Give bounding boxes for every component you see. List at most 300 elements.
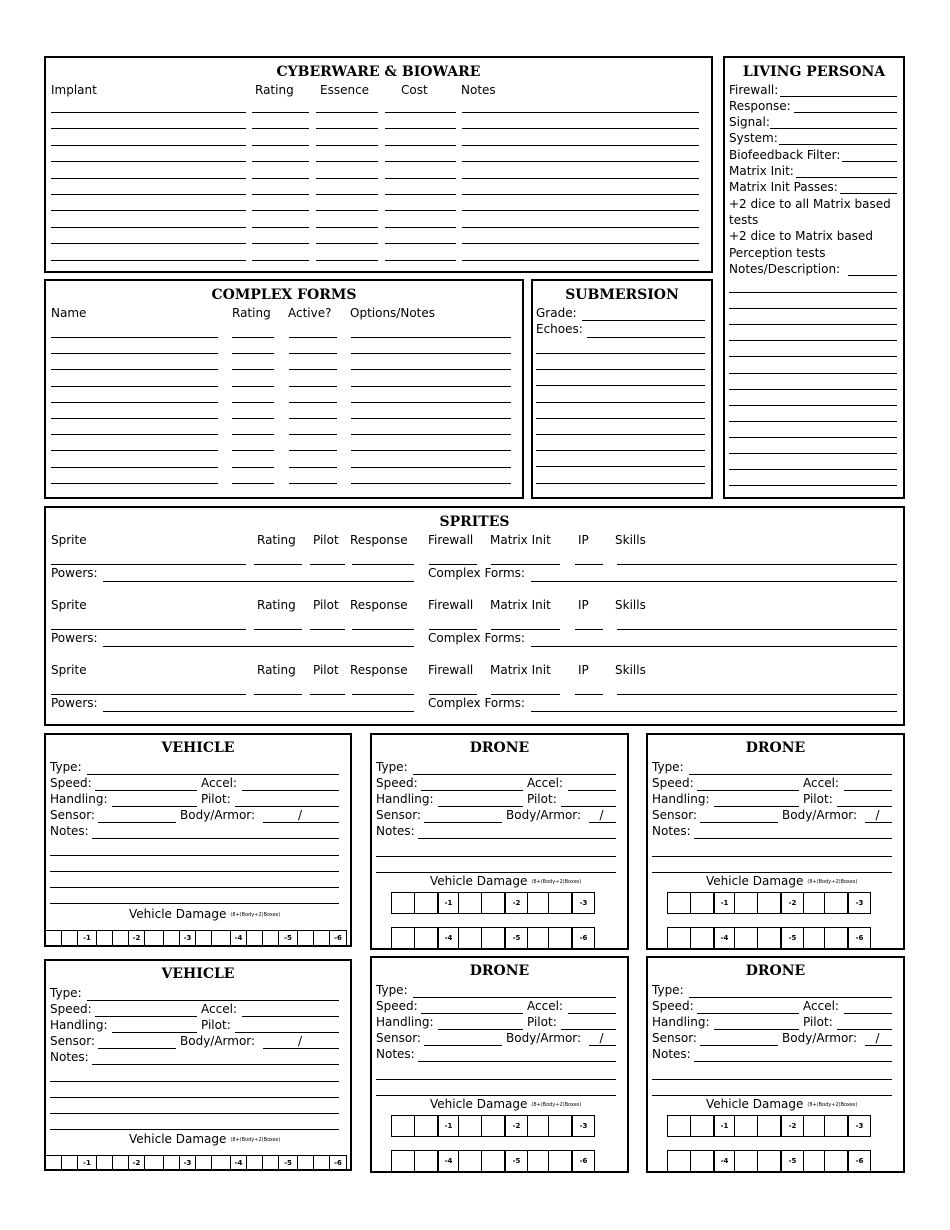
damage-box[interactable]: -3: [847, 1115, 871, 1137]
damage-box[interactable]: [757, 1150, 781, 1172]
damage-box[interactable]: [391, 892, 415, 914]
damage-box[interactable]: -5: [278, 1155, 298, 1171]
damage-box[interactable]: [481, 892, 505, 914]
complex-form-entry-line[interactable]: [232, 353, 274, 354]
complex-form-entry-line[interactable]: [289, 467, 337, 468]
notes-line[interactable]: [652, 872, 892, 873]
cyberware-entry-line[interactable]: [385, 194, 456, 195]
damage-box[interactable]: -6: [571, 927, 595, 949]
complex-form-entry-line[interactable]: [351, 467, 511, 468]
notes-line[interactable]: [418, 838, 616, 839]
damage-box[interactable]: [163, 1155, 180, 1171]
sprite-entry-line[interactable]: [352, 564, 414, 565]
powers-line[interactable]: [103, 581, 414, 582]
damage-box[interactable]: [163, 930, 180, 946]
damage-box[interactable]: [96, 930, 113, 946]
damage-box[interactable]: -3: [179, 1155, 196, 1171]
damage-box[interactable]: [195, 930, 212, 946]
damage-box[interactable]: -3: [571, 892, 595, 914]
notes-line[interactable]: [50, 1097, 339, 1098]
cyberware-entry-line[interactable]: [252, 178, 309, 179]
damage-box[interactable]: [690, 1150, 714, 1172]
damage-box[interactable]: [824, 927, 848, 949]
damage-box[interactable]: [481, 1150, 505, 1172]
sprite-entry-line[interactable]: [617, 694, 897, 695]
damage-box[interactable]: -4: [713, 927, 735, 949]
damage-box[interactable]: [246, 930, 263, 946]
cyberware-entry-line[interactable]: [252, 260, 309, 261]
damage-box[interactable]: [548, 892, 572, 914]
complex-form-entry-line[interactable]: [351, 418, 511, 419]
complex-form-entry-line[interactable]: [51, 467, 218, 468]
damage-box[interactable]: [313, 1155, 330, 1171]
damage-box[interactable]: -2: [780, 1115, 804, 1137]
accel-line[interactable]: [844, 790, 892, 791]
damage-box[interactable]: [757, 1115, 781, 1137]
sprite-entry-line[interactable]: [254, 564, 302, 565]
speed-line[interactable]: [421, 790, 523, 791]
damage-box[interactable]: -6: [571, 1150, 595, 1172]
body-armor-line[interactable]: [263, 1048, 339, 1049]
damage-box[interactable]: [246, 1155, 263, 1171]
persona-field-line[interactable]: [794, 112, 897, 113]
damage-box[interactable]: -1: [437, 1115, 459, 1137]
persona-notes-line[interactable]: [729, 308, 897, 309]
persona-notes-line[interactable]: [729, 453, 897, 454]
cyberware-entry-line[interactable]: [385, 243, 456, 244]
damage-box[interactable]: [391, 1115, 415, 1137]
cyberware-entry-line[interactable]: [252, 210, 309, 211]
damage-box[interactable]: [690, 1115, 714, 1137]
damage-box[interactable]: [458, 1150, 482, 1172]
notes-line[interactable]: [694, 1061, 892, 1062]
damage-box[interactable]: -2: [780, 892, 804, 914]
damage-box[interactable]: -2: [504, 1115, 528, 1137]
cyberware-entry-line[interactable]: [51, 128, 246, 129]
damage-box[interactable]: -5: [780, 1150, 804, 1172]
damage-box[interactable]: [262, 930, 279, 946]
complex-form-entry-line[interactable]: [51, 353, 218, 354]
persona-notes-line[interactable]: [729, 292, 897, 293]
cyberware-entry-line[interactable]: [462, 161, 699, 162]
cyberware-entry-line[interactable]: [51, 194, 246, 195]
damage-box[interactable]: [96, 1155, 113, 1171]
speed-line[interactable]: [95, 1016, 197, 1017]
sprite-entry-line[interactable]: [254, 694, 302, 695]
handling-line[interactable]: [112, 1032, 197, 1033]
accel-line[interactable]: [242, 790, 339, 791]
damage-box[interactable]: [414, 927, 438, 949]
echoes-line[interactable]: [587, 337, 705, 338]
cyberware-entry-line[interactable]: [51, 145, 246, 146]
cyberware-entry-line[interactable]: [51, 161, 246, 162]
complex-form-entry-line[interactable]: [289, 483, 337, 484]
complex-forms-line[interactable]: [531, 646, 897, 647]
cyberware-entry-line[interactable]: [462, 227, 699, 228]
damage-box[interactable]: [803, 1115, 825, 1137]
cyberware-entry-line[interactable]: [252, 145, 309, 146]
cyberware-entry-line[interactable]: [462, 128, 699, 129]
notes-line[interactable]: [92, 1064, 339, 1065]
damage-box[interactable]: [803, 892, 825, 914]
complex-form-entry-line[interactable]: [351, 353, 511, 354]
complex-form-entry-line[interactable]: [351, 434, 511, 435]
damage-box[interactable]: -5: [278, 930, 298, 946]
damage-box[interactable]: -3: [847, 892, 871, 914]
cyberware-entry-line[interactable]: [385, 210, 456, 211]
persona-notes-line[interactable]: [729, 469, 897, 470]
accel-line[interactable]: [242, 1016, 339, 1017]
damage-box[interactable]: -2: [128, 930, 145, 946]
echoes-entry-line[interactable]: [536, 353, 705, 354]
complex-form-entry-line[interactable]: [289, 369, 337, 370]
body-armor-line[interactable]: [865, 1045, 892, 1046]
sprite-entry-line[interactable]: [575, 694, 603, 695]
pilot-line[interactable]: [561, 1029, 616, 1030]
damage-box[interactable]: -6: [329, 930, 347, 946]
complex-form-entry-line[interactable]: [289, 386, 337, 387]
cyberware-entry-line[interactable]: [462, 210, 699, 211]
echoes-entry-line[interactable]: [536, 402, 705, 403]
cyberware-entry-line[interactable]: [462, 260, 699, 261]
damage-box[interactable]: [548, 1150, 572, 1172]
damage-box[interactable]: -1: [713, 892, 735, 914]
cyberware-entry-line[interactable]: [316, 260, 378, 261]
damage-box[interactable]: [195, 1155, 212, 1171]
damage-box[interactable]: [527, 892, 549, 914]
damage-box[interactable]: [667, 1150, 691, 1172]
echoes-entry-line[interactable]: [536, 434, 705, 435]
cyberware-entry-line[interactable]: [462, 145, 699, 146]
persona-notes-line[interactable]: [729, 356, 897, 357]
handling-line[interactable]: [714, 806, 799, 807]
cyberware-entry-line[interactable]: [385, 260, 456, 261]
cyberware-entry-line[interactable]: [385, 112, 456, 113]
cyberware-entry-line[interactable]: [252, 112, 309, 113]
damage-box[interactable]: -5: [504, 927, 528, 949]
complex-form-entry-line[interactable]: [232, 386, 274, 387]
damage-box[interactable]: [458, 1115, 482, 1137]
cyberware-entry-line[interactable]: [316, 161, 378, 162]
complex-form-entry-line[interactable]: [351, 402, 511, 403]
body-armor-line[interactable]: [589, 822, 616, 823]
notes-line[interactable]: [376, 872, 616, 873]
speed-line[interactable]: [95, 790, 197, 791]
damage-box[interactable]: [313, 930, 330, 946]
sprite-entry-line[interactable]: [617, 629, 897, 630]
notes-line[interactable]: [418, 1061, 616, 1062]
damage-box[interactable]: [690, 892, 714, 914]
damage-box[interactable]: [414, 892, 438, 914]
cyberware-entry-line[interactable]: [316, 145, 378, 146]
cyberware-entry-line[interactable]: [51, 112, 246, 113]
complex-form-entry-line[interactable]: [232, 418, 274, 419]
persona-notes-line[interactable]: [729, 485, 897, 486]
type-line[interactable]: [413, 997, 616, 998]
damage-box[interactable]: [391, 927, 415, 949]
complex-form-entry-line[interactable]: [232, 450, 274, 451]
complex-form-entry-line[interactable]: [51, 418, 218, 419]
notes-line[interactable]: [652, 856, 892, 857]
echoes-entry-line[interactable]: [536, 385, 705, 386]
sensor-line[interactable]: [424, 822, 502, 823]
type-line[interactable]: [87, 1000, 339, 1001]
complex-form-entry-line[interactable]: [351, 483, 511, 484]
damage-box[interactable]: [297, 1155, 314, 1171]
sprite-entry-line[interactable]: [352, 629, 414, 630]
echoes-entry-line[interactable]: [536, 369, 705, 370]
speed-line[interactable]: [421, 1013, 523, 1014]
cyberware-entry-line[interactable]: [462, 178, 699, 179]
damage-box[interactable]: -6: [847, 927, 871, 949]
cyberware-entry-line[interactable]: [462, 194, 699, 195]
echoes-entry-line[interactable]: [536, 450, 705, 451]
complex-form-entry-line[interactable]: [232, 483, 274, 484]
cyberware-entry-line[interactable]: [51, 178, 246, 179]
cyberware-entry-line[interactable]: [385, 161, 456, 162]
sensor-line[interactable]: [700, 822, 778, 823]
pilot-line[interactable]: [561, 806, 616, 807]
damage-box[interactable]: -1: [77, 1155, 97, 1171]
cyberware-entry-line[interactable]: [316, 178, 378, 179]
echoes-entry-line[interactable]: [536, 418, 705, 419]
complex-form-entry-line[interactable]: [289, 353, 337, 354]
cyberware-entry-line[interactable]: [51, 227, 246, 228]
complex-form-entry-line[interactable]: [51, 402, 218, 403]
persona-notes-line[interactable]: [729, 389, 897, 390]
complex-form-entry-line[interactable]: [232, 402, 274, 403]
persona-notes-line[interactable]: [729, 405, 897, 406]
persona-notes-line[interactable]: [729, 324, 897, 325]
speed-line[interactable]: [697, 790, 799, 791]
sprite-entry-line[interactable]: [352, 694, 414, 695]
damage-box[interactable]: [667, 892, 691, 914]
complex-form-entry-line[interactable]: [51, 337, 218, 338]
damage-box[interactable]: [824, 1150, 848, 1172]
complex-form-entry-line[interactable]: [289, 434, 337, 435]
damage-box[interactable]: [458, 927, 482, 949]
damage-box[interactable]: [481, 927, 505, 949]
damage-box[interactable]: [527, 1115, 549, 1137]
cyberware-entry-line[interactable]: [252, 227, 309, 228]
persona-notes-line[interactable]: [729, 373, 897, 374]
cyberware-entry-line[interactable]: [385, 227, 456, 228]
damage-box[interactable]: [734, 927, 758, 949]
sprite-entry-line[interactable]: [575, 629, 603, 630]
damage-box[interactable]: [45, 930, 62, 946]
sprite-entry-line[interactable]: [310, 564, 345, 565]
sprite-entry-line[interactable]: [491, 694, 560, 695]
complex-form-entry-line[interactable]: [232, 337, 274, 338]
cyberware-entry-line[interactable]: [462, 112, 699, 113]
persona-notes-line[interactable]: [729, 421, 897, 422]
persona-notes-line[interactable]: [729, 437, 897, 438]
damage-box[interactable]: -1: [437, 892, 459, 914]
damage-box[interactable]: [61, 1155, 78, 1171]
damage-box[interactable]: [414, 1115, 438, 1137]
sprite-entry-line[interactable]: [617, 564, 897, 565]
persona-field-line[interactable]: [770, 128, 897, 129]
damage-box[interactable]: -2: [504, 892, 528, 914]
notes-line[interactable]: [50, 887, 339, 888]
damage-box[interactable]: [734, 1115, 758, 1137]
cyberware-entry-line[interactable]: [385, 178, 456, 179]
damage-box[interactable]: [757, 927, 781, 949]
damage-box[interactable]: [391, 1150, 415, 1172]
sprite-entry-line[interactable]: [429, 629, 477, 630]
damage-box[interactable]: -4: [230, 930, 247, 946]
cyberware-entry-line[interactable]: [51, 243, 246, 244]
complex-form-entry-line[interactable]: [51, 369, 218, 370]
damage-box[interactable]: [414, 1150, 438, 1172]
pilot-line[interactable]: [235, 1032, 339, 1033]
damage-box[interactable]: -1: [713, 1115, 735, 1137]
pilot-line[interactable]: [837, 1029, 892, 1030]
damage-box[interactable]: [734, 892, 758, 914]
complex-form-entry-line[interactable]: [289, 337, 337, 338]
complex-form-entry-line[interactable]: [51, 450, 218, 451]
sprite-entry-line[interactable]: [51, 694, 246, 695]
cyberware-entry-line[interactable]: [462, 243, 699, 244]
complex-forms-line[interactable]: [531, 711, 897, 712]
handling-line[interactable]: [438, 806, 523, 807]
type-line[interactable]: [689, 997, 892, 998]
cyberware-entry-line[interactable]: [385, 128, 456, 129]
damage-box[interactable]: -3: [179, 930, 196, 946]
type-line[interactable]: [413, 774, 616, 775]
damage-box[interactable]: -6: [847, 1150, 871, 1172]
damage-box[interactable]: -5: [504, 1150, 528, 1172]
handling-line[interactable]: [438, 1029, 523, 1030]
sprite-entry-line[interactable]: [491, 629, 560, 630]
damage-box[interactable]: [297, 930, 314, 946]
complex-form-entry-line[interactable]: [289, 418, 337, 419]
damage-box[interactable]: [527, 927, 549, 949]
type-line[interactable]: [87, 774, 339, 775]
damage-box[interactable]: [112, 930, 129, 946]
damage-box[interactable]: [211, 1155, 231, 1171]
damage-box[interactable]: -1: [77, 930, 97, 946]
sprite-entry-line[interactable]: [491, 564, 560, 565]
pilot-line[interactable]: [837, 806, 892, 807]
notes-line[interactable]: [50, 855, 339, 856]
pilot-line[interactable]: [235, 806, 339, 807]
complex-form-entry-line[interactable]: [351, 369, 511, 370]
notes-line[interactable]: [652, 1095, 892, 1096]
sprite-entry-line[interactable]: [575, 564, 603, 565]
damage-box[interactable]: [548, 1115, 572, 1137]
damage-box[interactable]: [667, 1115, 691, 1137]
accel-line[interactable]: [568, 790, 616, 791]
damage-box[interactable]: [458, 892, 482, 914]
complex-forms-line[interactable]: [531, 581, 897, 582]
damage-box[interactable]: -4: [437, 1150, 459, 1172]
persona-field-line[interactable]: [796, 177, 897, 178]
damage-box[interactable]: [734, 1150, 758, 1172]
persona-notes-line[interactable]: [848, 275, 897, 276]
grade-line[interactable]: [582, 320, 705, 321]
complex-form-entry-line[interactable]: [51, 434, 218, 435]
damage-box[interactable]: -5: [780, 927, 804, 949]
persona-field-line[interactable]: [779, 144, 897, 145]
persona-field-line[interactable]: [780, 96, 897, 97]
notes-line[interactable]: [376, 1095, 616, 1096]
complex-form-entry-line[interactable]: [232, 434, 274, 435]
damage-box[interactable]: [803, 927, 825, 949]
complex-form-entry-line[interactable]: [351, 450, 511, 451]
sprite-entry-line[interactable]: [51, 629, 246, 630]
cyberware-entry-line[interactable]: [385, 145, 456, 146]
persona-field-line[interactable]: [842, 161, 897, 162]
speed-line[interactable]: [697, 1013, 799, 1014]
body-armor-line[interactable]: [589, 1045, 616, 1046]
damage-box[interactable]: [211, 930, 231, 946]
sprite-entry-line[interactable]: [429, 694, 477, 695]
cyberware-entry-line[interactable]: [316, 210, 378, 211]
complex-form-entry-line[interactable]: [351, 337, 511, 338]
echoes-entry-line[interactable]: [536, 483, 705, 484]
sensor-line[interactable]: [98, 1048, 176, 1049]
cyberware-entry-line[interactable]: [51, 260, 246, 261]
cyberware-entry-line[interactable]: [252, 161, 309, 162]
sprite-entry-line[interactable]: [429, 564, 477, 565]
powers-line[interactable]: [103, 646, 414, 647]
complex-form-entry-line[interactable]: [289, 450, 337, 451]
damage-box[interactable]: [45, 1155, 62, 1171]
damage-box[interactable]: [112, 1155, 129, 1171]
powers-line[interactable]: [103, 711, 414, 712]
damage-box[interactable]: [803, 1150, 825, 1172]
damage-box[interactable]: [61, 930, 78, 946]
sensor-line[interactable]: [98, 822, 176, 823]
damage-box[interactable]: [144, 930, 164, 946]
damage-box[interactable]: [262, 1155, 279, 1171]
type-line[interactable]: [689, 774, 892, 775]
damage-box[interactable]: [824, 892, 848, 914]
cyberware-entry-line[interactable]: [252, 128, 309, 129]
persona-field-line[interactable]: [840, 193, 897, 194]
body-armor-line[interactable]: [865, 822, 892, 823]
damage-box[interactable]: [690, 927, 714, 949]
complex-form-entry-line[interactable]: [51, 386, 218, 387]
complex-form-entry-line[interactable]: [51, 483, 218, 484]
complex-form-entry-line[interactable]: [289, 402, 337, 403]
notes-line[interactable]: [92, 838, 339, 839]
damage-box[interactable]: [481, 1115, 505, 1137]
sprite-entry-line[interactable]: [310, 694, 345, 695]
damage-box[interactable]: [144, 1155, 164, 1171]
body-armor-line[interactable]: [263, 822, 339, 823]
cyberware-entry-line[interactable]: [316, 243, 378, 244]
damage-box[interactable]: [824, 1115, 848, 1137]
notes-line[interactable]: [50, 1129, 339, 1130]
damage-box[interactable]: -4: [230, 1155, 247, 1171]
cyberware-entry-line[interactable]: [316, 227, 378, 228]
notes-line[interactable]: [652, 1079, 892, 1080]
persona-notes-line[interactable]: [729, 340, 897, 341]
notes-line[interactable]: [50, 1081, 339, 1082]
cyberware-entry-line[interactable]: [252, 243, 309, 244]
handling-line[interactable]: [112, 806, 197, 807]
cyberware-entry-line[interactable]: [316, 128, 378, 129]
handling-line[interactable]: [714, 1029, 799, 1030]
accel-line[interactable]: [568, 1013, 616, 1014]
damage-box[interactable]: -4: [713, 1150, 735, 1172]
notes-line[interactable]: [694, 838, 892, 839]
complex-form-entry-line[interactable]: [232, 369, 274, 370]
damage-box[interactable]: [667, 927, 691, 949]
sprite-entry-line[interactable]: [51, 564, 246, 565]
